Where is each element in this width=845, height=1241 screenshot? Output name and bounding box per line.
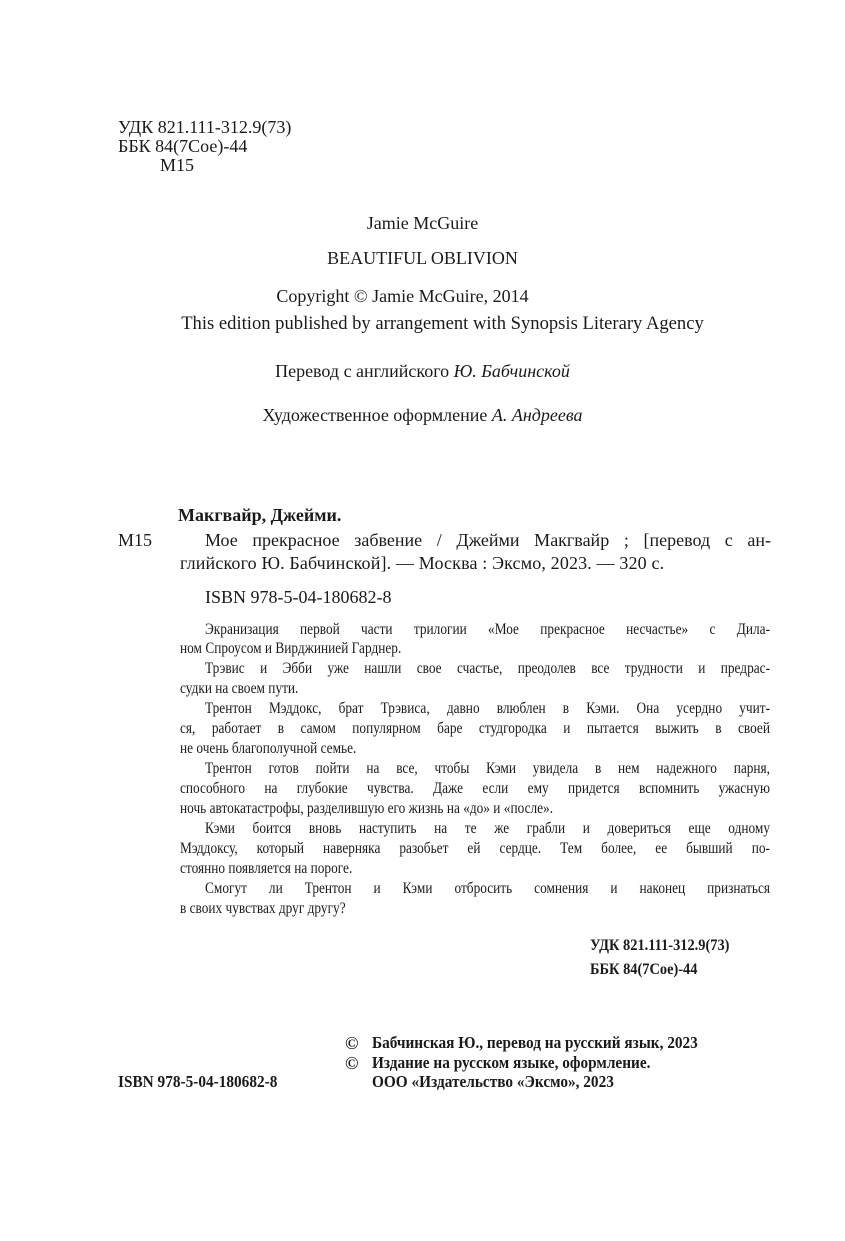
annotation-line: Трэвис и Эбби уже нашли свое счастье, преодолев все трудности и предрас- — [205, 660, 771, 677]
annotation-line: ся, работает в самом популярном баре студгородка и пытается выжить в своей — [180, 720, 770, 737]
original-title: BEAUTIFUL OBLIVION — [327, 248, 518, 268]
design-credit — [0, 404, 845, 426]
record-isbn: ISBN 978-5-04-180682-8 — [205, 587, 392, 607]
record-line-2: глийского Ю. Бабчинской]. — Москва : Эксмо, 2023. — 320 с. — [180, 553, 665, 573]
record-author: Макгвайр, Джейми. — [178, 505, 342, 525]
translation-credit — [0, 360, 845, 382]
copyright-edition: Издание на русском языке, оформление. — [372, 1053, 651, 1072]
original-author: Jamie McGuire — [366, 213, 479, 233]
copyright-translation: Бабчинская Ю., перевод на русский язык, 2023 — [372, 1033, 698, 1052]
annotation-line: ночь автокатастрофы, разделившую его жизнь на «до» и «после». — [180, 800, 554, 817]
annotation-line: Кэми боится вновь наступить на те же грабли и довериться еще одному — [205, 820, 771, 837]
classification-udk: УДК 821.111-312.9(73) — [118, 117, 292, 137]
annotation-line: способного на глубокие чувства. Даже если ему придется вспомнить ужасную — [180, 780, 770, 797]
edition-note: This edition published by arrangement with Synopsis Literary Agency — [181, 313, 704, 334]
footer-udk: УДК 821.111-312.9(73) — [590, 937, 730, 954]
annotation-line: стоянно появляется на пороге. — [180, 860, 353, 877]
annotation-line: Экранизация первой части трилогии «Мое прекрасное несчастье» с Дила- — [205, 621, 771, 638]
design-label: Художественное оформление — [262, 405, 492, 425]
record-code: М15 — [118, 530, 153, 550]
classification-bbk: ББК 84(7Сое)-44 — [118, 136, 248, 156]
designer: А. Андреева — [491, 405, 583, 425]
original-copyright: Copyright © Jamie McGuire, 2014 — [276, 286, 529, 306]
footer-isbn: ISBN 978-5-04-180682-8 — [118, 1072, 278, 1091]
annotation-line: в своих чувствах друг другу? — [180, 900, 346, 917]
annotation-line: ном Спроусом и Вирджинией Гарднер. — [180, 640, 402, 657]
footer-bbk: ББК 84(7Сое)-44 — [590, 961, 698, 978]
translator: Ю. Бабчинской — [453, 361, 570, 381]
copyright-symbol: © — [345, 1033, 359, 1053]
classification-code: М15 — [160, 155, 195, 175]
annotation-line: Трентон готов пойти на все, чтобы Кэми увидела в нем надежного парня, — [205, 760, 771, 777]
translation-label: Перевод с английского — [275, 361, 454, 381]
copyright-publisher: ООО «Издательство «Эксмо», 2023 — [372, 1072, 614, 1091]
annotation-line: Смогут ли Трентон и Кэми отбросить сомнения и наконец признаться — [205, 880, 771, 897]
copyright-symbol: © — [345, 1053, 359, 1073]
annotation-line: Трентон Мэддокс, брат Трэвиса, давно влюблен в Кэми. Она усердно учит- — [205, 700, 771, 717]
annotation-line: не очень благополучной семье. — [180, 740, 357, 757]
annotation-line: Мэддоксу, который наверняка разобьет ей сердце. Тем более, ее бывший по- — [180, 840, 770, 857]
annotation-line: судки на своем пути. — [180, 680, 299, 697]
record-line-1: Мое прекрасное забвение / Джейми Макгвайр ; [перевод с ан- — [205, 530, 771, 550]
